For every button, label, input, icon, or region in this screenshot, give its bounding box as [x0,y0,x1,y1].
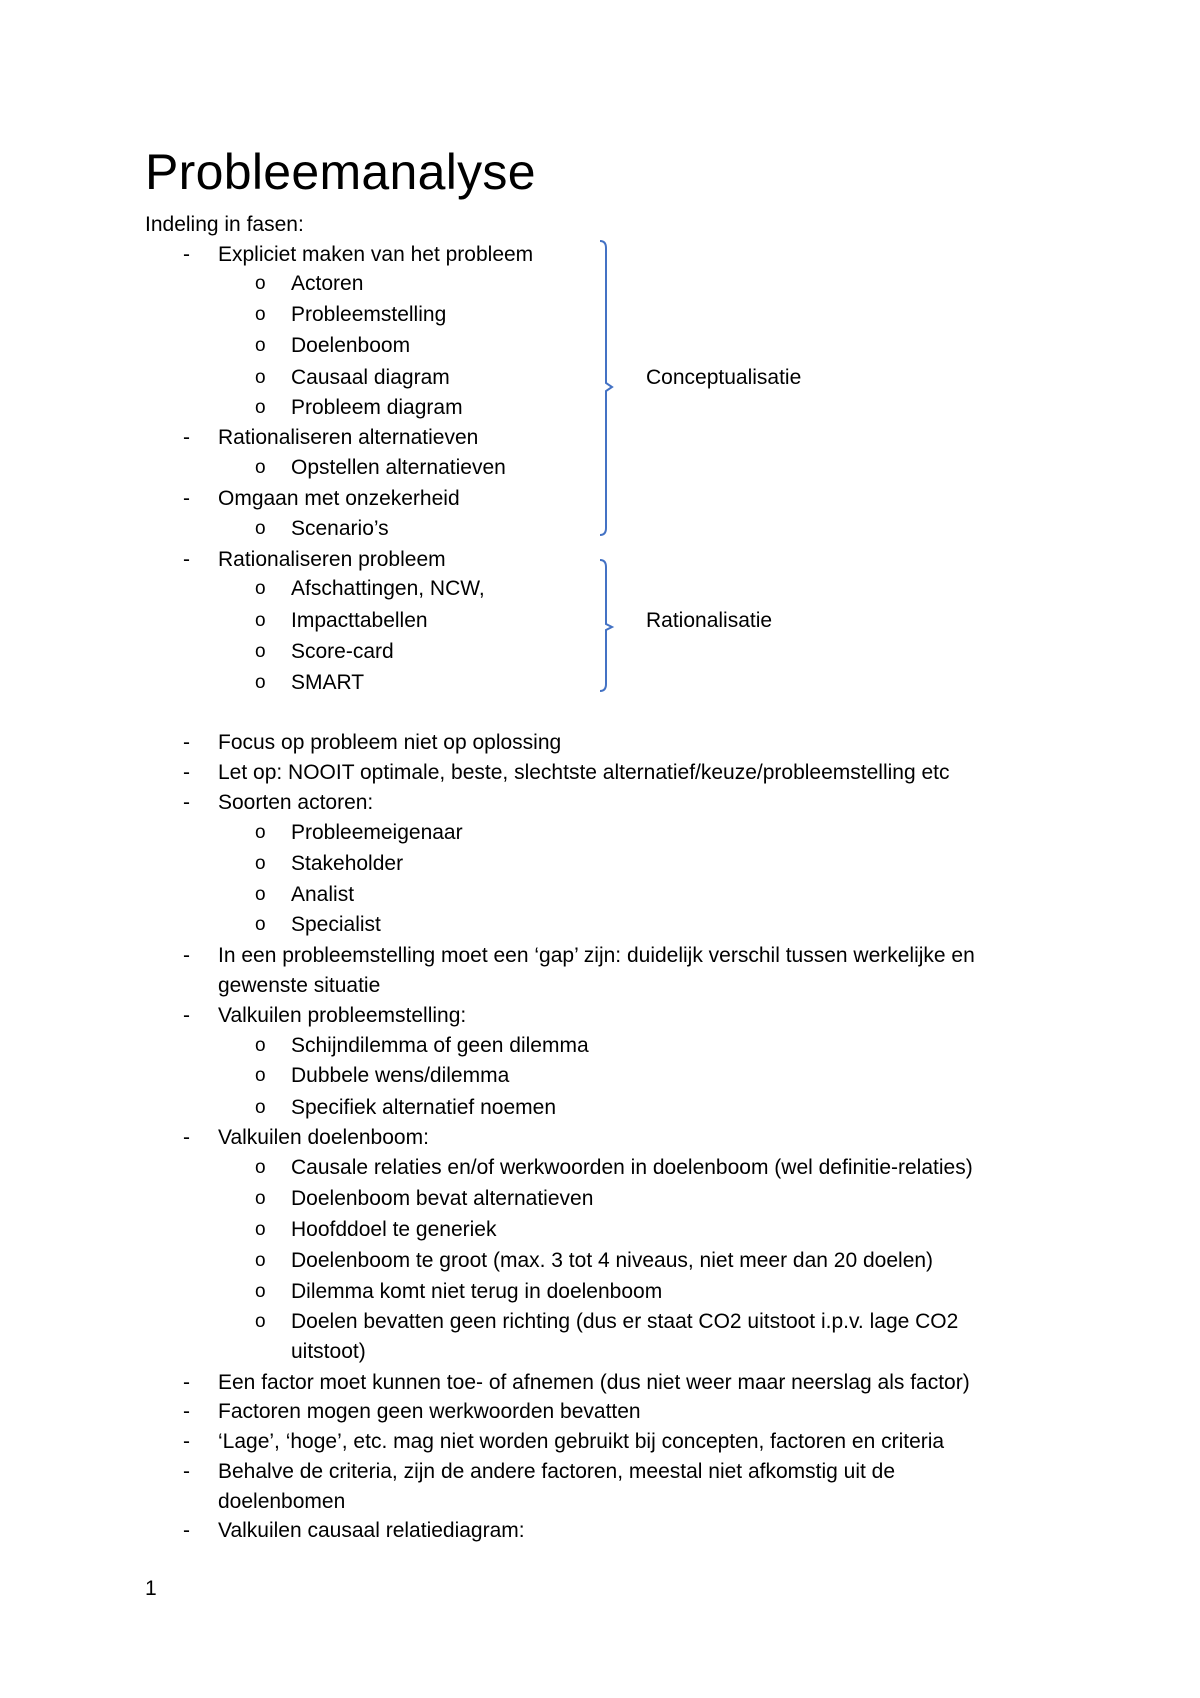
conceptualisatie-label: Conceptualisatie [646,366,802,389]
rationalisatie-bracket [600,560,612,691]
list-item: Factoren mogen geen werkwoorden bevatten [218,1400,641,1423]
dash-bullet: - [183,548,190,571]
dash-bullet: - [183,1400,190,1423]
circle-bullet: o [255,397,266,418]
circle-bullet: o [255,1311,266,1332]
page-title: Probleemanalyse [145,144,536,200]
list-item: Specialist [291,913,381,936]
dash-bullet: - [183,1371,190,1394]
circle-bullet: o [255,273,266,294]
list-item: Analist [291,883,355,906]
list-item: Opstellen alternatieven [291,456,506,479]
dash-bullet: - [183,426,190,449]
circle-bullet: o [255,884,266,905]
list-item: Stakeholder [291,852,404,875]
dash-bullet: - [183,1430,190,1453]
circle-bullet: o [255,1097,266,1118]
list-item: Probleemeigenaar [291,821,463,844]
circle-bullet: o [255,1157,266,1178]
circle-bullet: o [255,610,266,631]
list-item: Focus op probleem niet op oplossing [218,731,562,754]
list-item: Doelenboom te groot (max. 3 tot 4 niveaus, niet meer dan 20 doelen) [291,1249,934,1272]
circle-bullet: o [255,853,266,874]
dash-bullet: - [183,791,190,814]
list-item: Let op: NOOIT optimale, beste, slechtste alternatief/keuze/probleemstelling etc [218,761,950,784]
list-item: ‘Lage’, ‘hoge’, etc. mag niet worden gebruikt bij concepten, factoren en criteria [218,1430,945,1453]
list-item: Dubbele wens/dilemma [291,1064,510,1087]
list-item-continuation: gewenste situatie [218,974,381,997]
dash-bullet: - [183,243,190,266]
list-item: In een probleemstelling moet een ‘gap’ zijn: duidelijk verschil tussen werkelijke en [218,944,975,967]
circle-bullet: o [255,1219,266,1240]
list-item: Impacttabellen [291,609,428,632]
circle-bullet: o [255,641,266,662]
list-item: Valkuilen causaal relatiediagram: [218,1519,525,1542]
list-item: Afschattingen, NCW, [291,577,485,600]
list-item: Probleem diagram [291,396,463,419]
list-item: Een factor moet kunnen toe- of afnemen (dus niet weer maar neerslag als factor) [218,1371,970,1394]
circle-bullet: o [255,367,266,388]
circle-bullet: o [255,304,266,325]
dash-bullet: - [183,1460,190,1483]
list-item: Rationaliseren probleem [218,548,446,571]
list-item: Behalve de criteria, zijn de andere factoren, meestal niet afkomstig uit de [218,1460,896,1483]
rationalisatie-label: Rationalisatie [646,609,773,632]
dash-bullet: - [183,731,190,754]
dash-bullet: - [183,761,190,784]
list-item: Omgaan met onzekerheid [218,487,460,510]
list-item: Causale relaties en/of werkwoorden in doelenboom (wel definitie-relaties) [291,1156,973,1179]
circle-bullet: o [255,518,266,539]
list-item: SMART [291,671,365,694]
intro-text: Indeling in fasen: [145,213,304,236]
dash-bullet: - [183,944,190,967]
circle-bullet: o [255,914,266,935]
list-item: Dilemma komt niet terug in doelenboom [291,1280,663,1303]
list-item: Causaal diagram [291,366,450,389]
list-item: Doelenboom [291,334,411,357]
conceptualisatie-bracket [600,241,612,535]
list-item: Expliciet maken van het probleem [218,243,534,266]
page-number: 1 [145,1577,157,1600]
dash-bullet: - [183,1126,190,1149]
list-item: Rationaliseren alternatieven [218,426,479,449]
dash-bullet: - [183,1004,190,1027]
circle-bullet: o [255,1250,266,1271]
dash-bullet: - [183,487,190,510]
circle-bullet: o [255,1035,266,1056]
list-item: Hoofddoel te generiek [291,1218,497,1241]
list-item: Valkuilen doelenboom: [218,1126,429,1149]
circle-bullet: o [255,1065,266,1086]
list-item: Valkuilen probleemstelling: [218,1004,467,1027]
list-item-continuation: uitstoot) [291,1340,366,1363]
circle-bullet: o [255,1188,266,1209]
list-item: Actoren [291,272,364,295]
circle-bullet: o [255,457,266,478]
circle-bullet: o [255,672,266,693]
list-item: Doelenboom bevat alternatieven [291,1187,594,1210]
list-item: Probleemstelling [291,303,447,326]
list-item: Specifiek alternatief noemen [291,1096,556,1119]
list-item: Scenario’s [291,517,389,540]
list-item: Soorten actoren: [218,791,374,814]
circle-bullet: o [255,822,266,843]
list-item-continuation: doelenbomen [218,1490,346,1513]
list-item: Doelen bevatten geen richting (dus er staat CO2 uitstoot i.p.v. lage CO2 [291,1310,959,1333]
circle-bullet: o [255,578,266,599]
circle-bullet: o [255,1281,266,1302]
list-item: Score-card [291,640,394,663]
list-item: Schijndilemma of geen dilemma [291,1034,589,1057]
circle-bullet: o [255,335,266,356]
dash-bullet: - [183,1519,190,1542]
